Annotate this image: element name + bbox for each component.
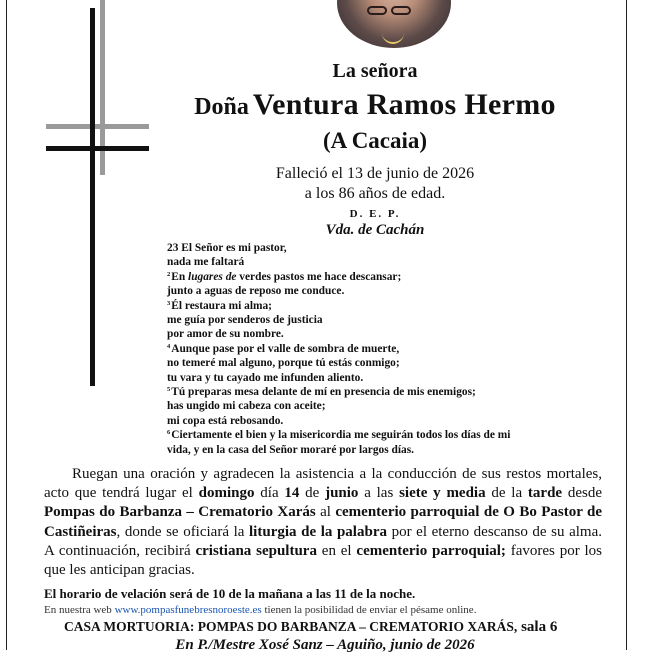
psalm-text-part: verdes pastos me hace descansar; bbox=[236, 270, 402, 283]
psalm-text-part: Ciertamente el bien y la misericordia me seguirán todos los días de mi bbox=[171, 429, 511, 442]
verse-number: 5 bbox=[167, 386, 171, 394]
announcement-date: 14 bbox=[284, 485, 300, 502]
website-link[interactable]: www.pompasfunebresnoroeste.es bbox=[114, 604, 262, 616]
psalm-text bbox=[167, 241, 607, 457]
death-info bbox=[130, 164, 620, 204]
verse-number: 6 bbox=[167, 429, 171, 437]
psalm-line bbox=[167, 299, 607, 313]
announcement-origin: Pompas do Barbanza – Crematorio Xarás bbox=[44, 504, 316, 521]
announcement-text: en el bbox=[316, 542, 357, 559]
announcement-time: siete y media bbox=[399, 485, 486, 502]
announcement-burial: cristiana sepultura bbox=[195, 542, 317, 559]
verse-number: 3 bbox=[167, 299, 171, 307]
announcement-text: Ruegan una oración y agradecen la asistencia a la conducción de sus restos mortales, acto que tendrá lugar el bbox=[44, 466, 602, 502]
announcement-day: domingo bbox=[198, 485, 255, 502]
verse-number: 4 bbox=[167, 342, 171, 350]
announcement-text: a las bbox=[358, 485, 400, 502]
announcement-text: día bbox=[254, 485, 285, 502]
glasses-icon bbox=[367, 2, 419, 12]
widow-of: Vda. de Cachán bbox=[325, 222, 425, 238]
announcement-cemetery: cementerio parroquial de O Bo Pastor de Castiñeiras bbox=[44, 504, 603, 540]
portrait-photo bbox=[337, 0, 451, 48]
announcement-text: de bbox=[299, 485, 326, 502]
funeral-home-name: CASA MORTUORIA: POMPAS DO BARBANZA – CREMATORIO XARÁS, bbox=[64, 619, 518, 634]
psalm-text-part: En bbox=[171, 270, 189, 283]
web-text: tienen la posibilidad de enviar el pésame online. bbox=[261, 604, 477, 616]
place-and-date: En P./Mestre Xosé Sanz – Aguiño, junio de 2026 bbox=[175, 637, 475, 653]
announcement-text: por el eterno descanso de su alma. A continuación, recibirá bbox=[44, 523, 602, 559]
announcement-text: desde bbox=[562, 485, 603, 502]
page-border-left bbox=[6, 0, 7, 650]
announcement-liturgy: liturgia de la palabra bbox=[249, 523, 387, 540]
nickname: (A Cacaia) bbox=[322, 128, 428, 153]
psalm-line: has ungido mi cabeza con aceite; bbox=[167, 400, 326, 413]
psalm-text-italic: lugares de bbox=[188, 270, 237, 283]
announcement-text: de la bbox=[485, 485, 528, 502]
funeral-announcement bbox=[44, 465, 602, 580]
cross-vertical-black bbox=[90, 8, 95, 386]
web-text: En nuestra web bbox=[44, 604, 115, 616]
psalm-line: me guía por senderos de justicia bbox=[167, 314, 323, 327]
name-prefix: Doña bbox=[194, 94, 249, 120]
page-border-right bbox=[626, 0, 627, 650]
psalm-line: junto a aguas de reposo me conduce. bbox=[167, 285, 345, 298]
psalm-line: 23 El Señor es mi pastor, bbox=[167, 242, 287, 254]
psalm-text-part: Aunque pase por el valle de sombra de muerte, bbox=[171, 342, 400, 355]
psalm-line bbox=[167, 342, 607, 356]
rest-in-peace: D. E. P. bbox=[349, 208, 401, 220]
death-date: Falleció el 13 de junio de 2026 bbox=[275, 165, 475, 182]
psalm-line: mi copa está rebosando. bbox=[167, 414, 284, 427]
announcement-month: junio bbox=[325, 485, 359, 502]
psalm-line bbox=[167, 385, 607, 399]
funeral-home-room: sala 6 bbox=[517, 619, 558, 635]
web-notice bbox=[44, 604, 476, 616]
deceased-name bbox=[130, 88, 620, 122]
funeral-home bbox=[64, 619, 557, 636]
necklace-icon bbox=[382, 30, 404, 44]
page-title: La señora bbox=[332, 60, 418, 82]
announcement-text: favores por los que les anticipan gracias. bbox=[44, 542, 603, 579]
psalm-line: no temeré mal alguno, porque tú estás conmigo; bbox=[167, 357, 400, 370]
announcement-text: al bbox=[315, 504, 336, 521]
announcement-period: tarde bbox=[527, 485, 563, 502]
psalm-line: vida, y en la casa del Señor moraré por largos días. bbox=[167, 443, 415, 456]
vigil-hours: El horario de velación será de 10 de la mañana a las 11 de la noche. bbox=[44, 586, 416, 601]
psalm-line: tu vara y tu cayado me infunden aliento. bbox=[167, 371, 364, 384]
announcement-text: , donde se oficiará la bbox=[116, 523, 250, 540]
psalm-line: por amor de su nombre. bbox=[167, 328, 284, 341]
psalm-text-part: Él restaura mi alma; bbox=[171, 299, 272, 312]
verse-number: 2 bbox=[167, 270, 171, 278]
psalm-line bbox=[167, 428, 607, 442]
psalm-line bbox=[167, 270, 607, 284]
psalm-text-part: Tú preparas mesa delante de mí en presencia de mis enemigos; bbox=[171, 386, 476, 399]
announcement-burial-place: cementerio parroquial; bbox=[356, 542, 506, 559]
psalm-line: nada me faltará bbox=[167, 256, 245, 269]
death-age: a los 86 años de edad. bbox=[304, 185, 446, 202]
name-text: Ventura Ramos Hermo bbox=[252, 88, 556, 121]
